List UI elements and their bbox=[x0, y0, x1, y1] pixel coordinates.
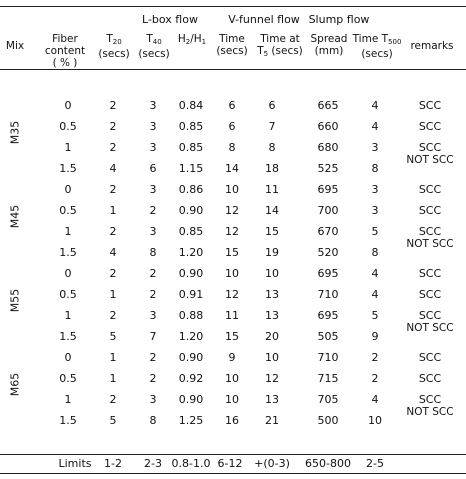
table-cell: 12 bbox=[265, 372, 279, 385]
table-cell: 3 bbox=[371, 183, 379, 196]
table-cell: SCC bbox=[418, 225, 442, 238]
table-cell: 3 bbox=[149, 183, 157, 196]
table-cell: 1.25 bbox=[178, 414, 204, 427]
table-cell: 695 bbox=[317, 309, 339, 322]
table-cell: 5 bbox=[371, 309, 379, 322]
group-header-slump: Slump flow bbox=[308, 13, 370, 26]
table-cell: 2 bbox=[109, 99, 117, 112]
table-cell: 1.15 bbox=[178, 162, 204, 175]
table-cell: 3 bbox=[371, 204, 379, 217]
table-cell: 2 bbox=[371, 372, 379, 385]
table-cell: 710 bbox=[317, 288, 339, 301]
table-cell: 10 bbox=[225, 183, 239, 196]
table-cell: 0 bbox=[64, 351, 72, 364]
table-cell: 2 bbox=[109, 141, 117, 154]
table-cell: 2 bbox=[149, 351, 157, 364]
table-cell: 0.5 bbox=[59, 372, 77, 385]
table-cell: 0.90 bbox=[178, 351, 204, 364]
header-ts-unit: (secs) bbox=[268, 45, 303, 57]
table-cell: 1 bbox=[64, 393, 72, 406]
table-cell: 715 bbox=[317, 372, 339, 385]
header-fiber-content bbox=[36, 33, 94, 69]
table-cell: 700 bbox=[317, 204, 339, 217]
table-cell: 710 bbox=[317, 351, 339, 364]
table-cell: 18 bbox=[265, 162, 279, 175]
table-cell: 0.92 bbox=[178, 372, 204, 385]
table-cell: 6 bbox=[228, 120, 236, 133]
table-cell: 16 bbox=[225, 414, 239, 427]
mix-label-m45: M45 bbox=[8, 204, 22, 229]
table-cell: 1 bbox=[64, 141, 72, 154]
limits-cell: 1-2 bbox=[104, 457, 122, 470]
table-cell: 680 bbox=[317, 141, 339, 154]
table-cell: 10 bbox=[225, 267, 239, 280]
table-cell: SCC bbox=[418, 288, 442, 301]
table-cell: 5 bbox=[109, 330, 117, 343]
table-cell: 9 bbox=[371, 330, 379, 343]
table-cell: 0.85 bbox=[178, 141, 204, 154]
mix-label-m35: M35 bbox=[8, 120, 22, 145]
table-cell: 705 bbox=[317, 393, 339, 406]
table-cell: 3 bbox=[149, 120, 157, 133]
table-cell: 3 bbox=[149, 99, 157, 112]
header-h1: /H bbox=[190, 33, 202, 45]
limits-cell: 0.8-1.0 bbox=[171, 457, 211, 470]
table-cell: 0.90 bbox=[178, 204, 204, 217]
table-cell: 13 bbox=[265, 309, 279, 322]
header-time-line1: Time bbox=[219, 33, 245, 45]
table-cell: 1.5 bbox=[59, 162, 77, 175]
header-time bbox=[212, 33, 252, 57]
table-cell: 11 bbox=[265, 183, 279, 196]
bottom-rule bbox=[0, 473, 466, 474]
header-fiber-line3: ( % ) bbox=[52, 57, 78, 69]
table-cell: 4 bbox=[371, 393, 379, 406]
table-cell: 13 bbox=[265, 393, 279, 406]
table-cell: 8 bbox=[268, 141, 276, 154]
header-time-at-t5 bbox=[250, 33, 310, 60]
limits-cell: 2-3 bbox=[144, 457, 162, 470]
header-spread-line1: Spread bbox=[310, 33, 348, 45]
table-cell: 6 bbox=[149, 162, 157, 175]
table-cell: 2 bbox=[109, 267, 117, 280]
header-h1-sub: 1 bbox=[201, 38, 207, 46]
table-cell: 2 bbox=[149, 267, 157, 280]
table-cell: 10 bbox=[265, 267, 279, 280]
header-remarks: remarks bbox=[410, 40, 454, 52]
group-header-vfunnel: V-funnel flow bbox=[228, 13, 300, 26]
table-cell: 505 bbox=[317, 330, 339, 343]
table-cell: 1.5 bbox=[59, 330, 77, 343]
table-cell: SCC bbox=[418, 204, 442, 217]
table-cell: 6 bbox=[268, 99, 276, 112]
header-time-line2: (secs) bbox=[216, 45, 248, 57]
table-cell: 1 bbox=[109, 372, 117, 385]
table-cell: 0 bbox=[64, 99, 72, 112]
table-cell: 2 bbox=[149, 288, 157, 301]
table-cell: 0.85 bbox=[178, 225, 204, 238]
table-cell: SCC bbox=[418, 183, 442, 196]
table-cell: 2 bbox=[109, 183, 117, 196]
table-cell: 4 bbox=[371, 99, 379, 112]
header-t20-main: T bbox=[106, 33, 113, 45]
table-cell: 7 bbox=[149, 330, 157, 343]
table-cell: 0.85 bbox=[178, 120, 204, 133]
table-cell: 7 bbox=[268, 120, 276, 133]
header-t500 bbox=[350, 33, 404, 60]
table-cell: 520 bbox=[317, 246, 339, 259]
header-t40 bbox=[134, 33, 174, 60]
table-cell: 0.84 bbox=[178, 99, 204, 112]
table-cell: NOT SCC bbox=[406, 322, 454, 334]
table-cell: 5 bbox=[109, 414, 117, 427]
table-cell: SCC bbox=[418, 351, 442, 364]
table-cell: SCC bbox=[418, 309, 442, 322]
table-cell: 5 bbox=[371, 225, 379, 238]
table-cell: 2 bbox=[149, 372, 157, 385]
table-cell: 15 bbox=[225, 330, 239, 343]
table-cell: 2 bbox=[109, 120, 117, 133]
limits-cell: 650-800 bbox=[305, 457, 351, 470]
header-h2: H bbox=[177, 33, 186, 45]
header-t500-sub: 500 bbox=[388, 38, 402, 46]
table-cell: 10 bbox=[368, 414, 382, 427]
header-t20-unit: (secs) bbox=[98, 48, 130, 60]
table-cell: 3 bbox=[371, 141, 379, 154]
table-cell: 11 bbox=[225, 309, 239, 322]
table-cell: NOT SCC bbox=[406, 406, 454, 418]
table-cell: 4 bbox=[109, 162, 117, 175]
header-time-at-line1: Time at bbox=[260, 33, 300, 45]
header-ts-sub: 5 bbox=[263, 50, 269, 58]
header-mix: Mix bbox=[5, 40, 25, 52]
table-cell: 8 bbox=[149, 414, 157, 427]
header-t40-main: T bbox=[146, 33, 153, 45]
table-cell: 660 bbox=[317, 120, 339, 133]
table-cell: 3 bbox=[149, 393, 157, 406]
mix-label-m55: M55 bbox=[8, 288, 22, 313]
table-cell: 15 bbox=[225, 246, 239, 259]
table-cell: 2 bbox=[109, 225, 117, 238]
table-cell: 4 bbox=[109, 246, 117, 259]
table-cell: 1.5 bbox=[59, 246, 77, 259]
table-cell: 0.90 bbox=[178, 267, 204, 280]
header-rule bbox=[0, 69, 466, 70]
table-cell: 0.5 bbox=[59, 288, 77, 301]
limits-cell: +(0-3) bbox=[254, 457, 290, 470]
table-cell: 12 bbox=[225, 288, 239, 301]
table-cell: 12 bbox=[225, 204, 239, 217]
table-cell: 3 bbox=[149, 141, 157, 154]
table-cell: 14 bbox=[225, 162, 239, 175]
table-cell: 9 bbox=[228, 351, 236, 364]
table-cell: 8 bbox=[371, 162, 379, 175]
table-cell: 4 bbox=[371, 120, 379, 133]
table-cell: 8 bbox=[149, 246, 157, 259]
table-cell: 2 bbox=[149, 204, 157, 217]
limits-rule bbox=[0, 454, 466, 455]
table-cell: 1 bbox=[64, 225, 72, 238]
table-cell: SCC bbox=[418, 141, 442, 154]
header-ts-main: T bbox=[257, 45, 264, 57]
table-cell: 0 bbox=[64, 183, 72, 196]
table-cell: 8 bbox=[371, 246, 379, 259]
table-cell: 2 bbox=[371, 351, 379, 364]
table-cell: 0.5 bbox=[59, 204, 77, 217]
limits-cell: 2-5 bbox=[366, 457, 384, 470]
header-h2h1 bbox=[172, 33, 212, 48]
header-t20 bbox=[94, 33, 134, 60]
limits-label: Limits bbox=[58, 457, 92, 470]
header-h2-sub: 2 bbox=[185, 38, 191, 46]
header-spread bbox=[306, 33, 352, 57]
table-cell: 2 bbox=[109, 309, 117, 322]
mix-label-m65: M65 bbox=[8, 372, 22, 397]
header-spread-line2: (mm) bbox=[314, 45, 344, 57]
table-cell: 1 bbox=[109, 351, 117, 364]
header-t500-main: Time T bbox=[352, 33, 389, 45]
table-cell: 1 bbox=[64, 309, 72, 322]
limits-cell: 6-12 bbox=[217, 457, 243, 470]
table-cell: 2 bbox=[109, 393, 117, 406]
table-cell: 20 bbox=[265, 330, 279, 343]
table-cell: SCC bbox=[418, 393, 442, 406]
header-fiber-line1: Fiber bbox=[52, 33, 78, 45]
table-cell: 13 bbox=[265, 288, 279, 301]
header-t20-sub: 20 bbox=[112, 38, 122, 46]
table-cell: 3 bbox=[149, 225, 157, 238]
table-cell: 6 bbox=[228, 99, 236, 112]
header-t40-unit: (secs) bbox=[138, 48, 170, 60]
table-cell: 8 bbox=[228, 141, 236, 154]
table-cell: 665 bbox=[317, 99, 339, 112]
top-rule bbox=[0, 6, 466, 7]
table-cell: SCC bbox=[418, 372, 442, 385]
table-cell: 10 bbox=[265, 351, 279, 364]
table-cell: 12 bbox=[225, 225, 239, 238]
header-t40-sub: 40 bbox=[152, 38, 162, 46]
table-cell: 695 bbox=[317, 267, 339, 280]
table-cell: 1.20 bbox=[178, 330, 204, 343]
table-cell: 4 bbox=[371, 288, 379, 301]
table-cell: 14 bbox=[265, 204, 279, 217]
table-cell: 500 bbox=[317, 414, 339, 427]
table-cell: SCC bbox=[418, 267, 442, 280]
table-cell: 19 bbox=[265, 246, 279, 259]
table-cell: NOT SCC bbox=[406, 154, 454, 166]
table-cell: SCC bbox=[418, 120, 442, 133]
table-cell: NOT SCC bbox=[406, 238, 454, 250]
table-cell: 10 bbox=[225, 372, 239, 385]
table-cell: 21 bbox=[265, 414, 279, 427]
table-cell: 3 bbox=[149, 309, 157, 322]
table-cell: 0.88 bbox=[178, 309, 204, 322]
table-cell: 1 bbox=[109, 288, 117, 301]
table-cell: 1.5 bbox=[59, 414, 77, 427]
table-cell: 695 bbox=[317, 183, 339, 196]
table-cell: 0.5 bbox=[59, 120, 77, 133]
header-fiber-line2: content bbox=[44, 45, 86, 57]
table-cell: 1.20 bbox=[178, 246, 204, 259]
table-cell: SCC bbox=[418, 99, 442, 112]
table-cell: 1 bbox=[109, 204, 117, 217]
table-cell: 0.86 bbox=[178, 183, 204, 196]
table-cell: 10 bbox=[225, 393, 239, 406]
table-cell: 0 bbox=[64, 267, 72, 280]
table-cell: 4 bbox=[371, 267, 379, 280]
table-cell: 670 bbox=[317, 225, 339, 238]
table-cell: 0.91 bbox=[178, 288, 204, 301]
header-t500-unit: (secs) bbox=[361, 48, 393, 60]
table-cell: 525 bbox=[317, 162, 339, 175]
table-cell: 0.90 bbox=[178, 393, 204, 406]
group-header-lbox: L-box flow bbox=[142, 13, 198, 26]
table-cell: 15 bbox=[265, 225, 279, 238]
